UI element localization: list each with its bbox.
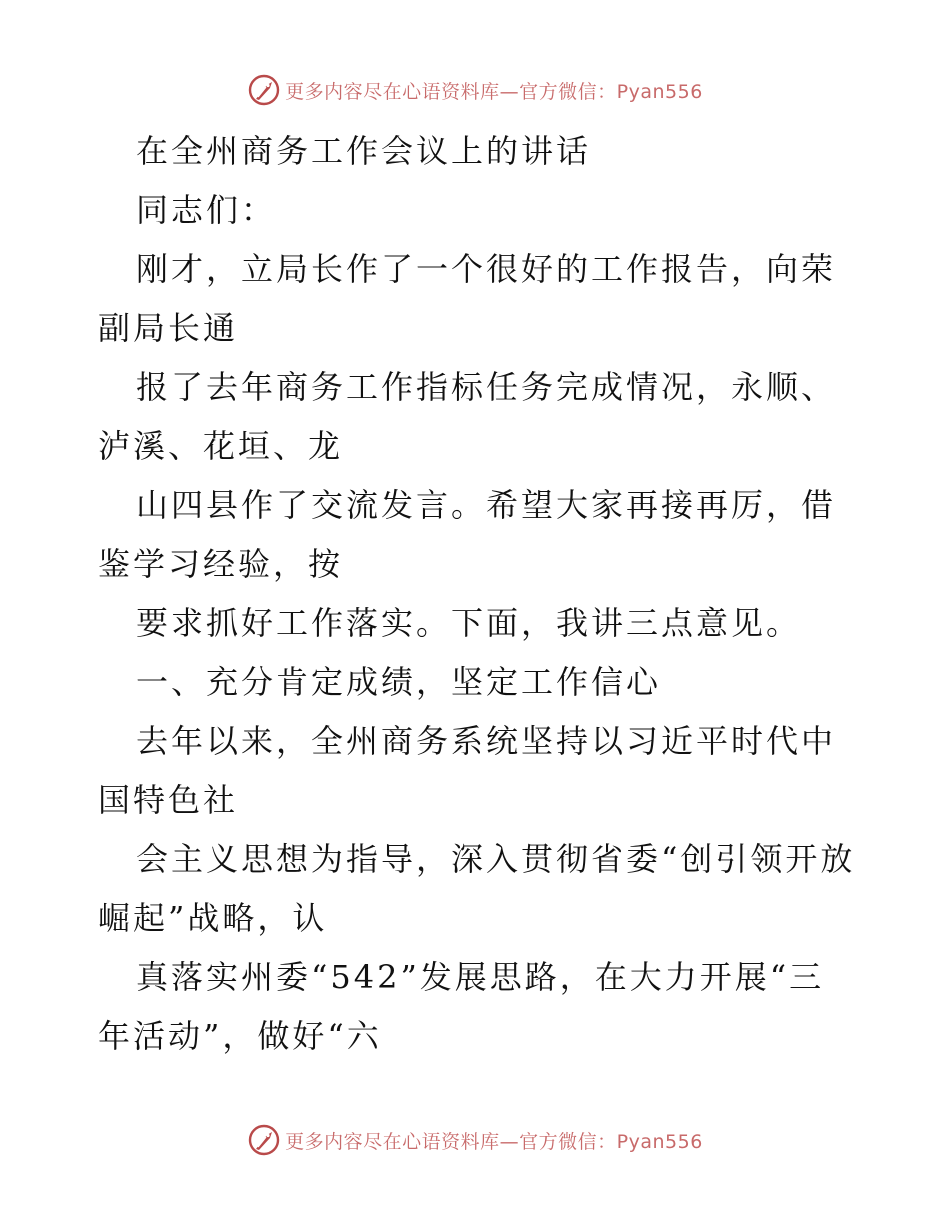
paragraph-6: 会主义思想为指导，深入贯彻省委“创引领开放崛起”战略，认 [98,840,856,937]
paragraph-3: 山四县作了交流发言。希望大家再接再厉，借鉴学习经验，按 [98,486,837,583]
paragraph-2: 报了去年商务工作指标任务完成情况，永顺、泸溪、花垣、龙 [98,368,837,465]
paragraph-7: 真落实州委“542”发展思路，在大力开展“三年活动”，做好“六 [98,958,825,1055]
paragraph-1: 刚才，立局长作了一个很好的工作报告，向荣副局长通 [98,250,837,347]
watermark-text: 更多内容尽在心语资料库—官方微信：Pyan556 [285,1130,703,1153]
section-heading-1: 一、充分肯定成绩，坚定工作信心 [136,663,662,701]
salutation: 同志们： [136,191,277,229]
header-watermark [0,70,950,110]
document-title: 在全州商务工作会议上的讲话 [136,132,592,170]
footer-watermark [0,1120,950,1160]
watermark-text: 更多内容尽在心语资料库—官方微信：Pyan556 [285,80,703,103]
pen-nib-logo-icon [247,1123,281,1157]
paragraph-4: 要求抓好工作落实。下面，我讲三点意见。 [136,604,802,642]
pen-nib-logo-icon [247,73,281,107]
paragraph-5: 去年以来，全州商务系统坚持以习近平时代中国特色社 [98,722,837,819]
document-body [98,122,858,1066]
